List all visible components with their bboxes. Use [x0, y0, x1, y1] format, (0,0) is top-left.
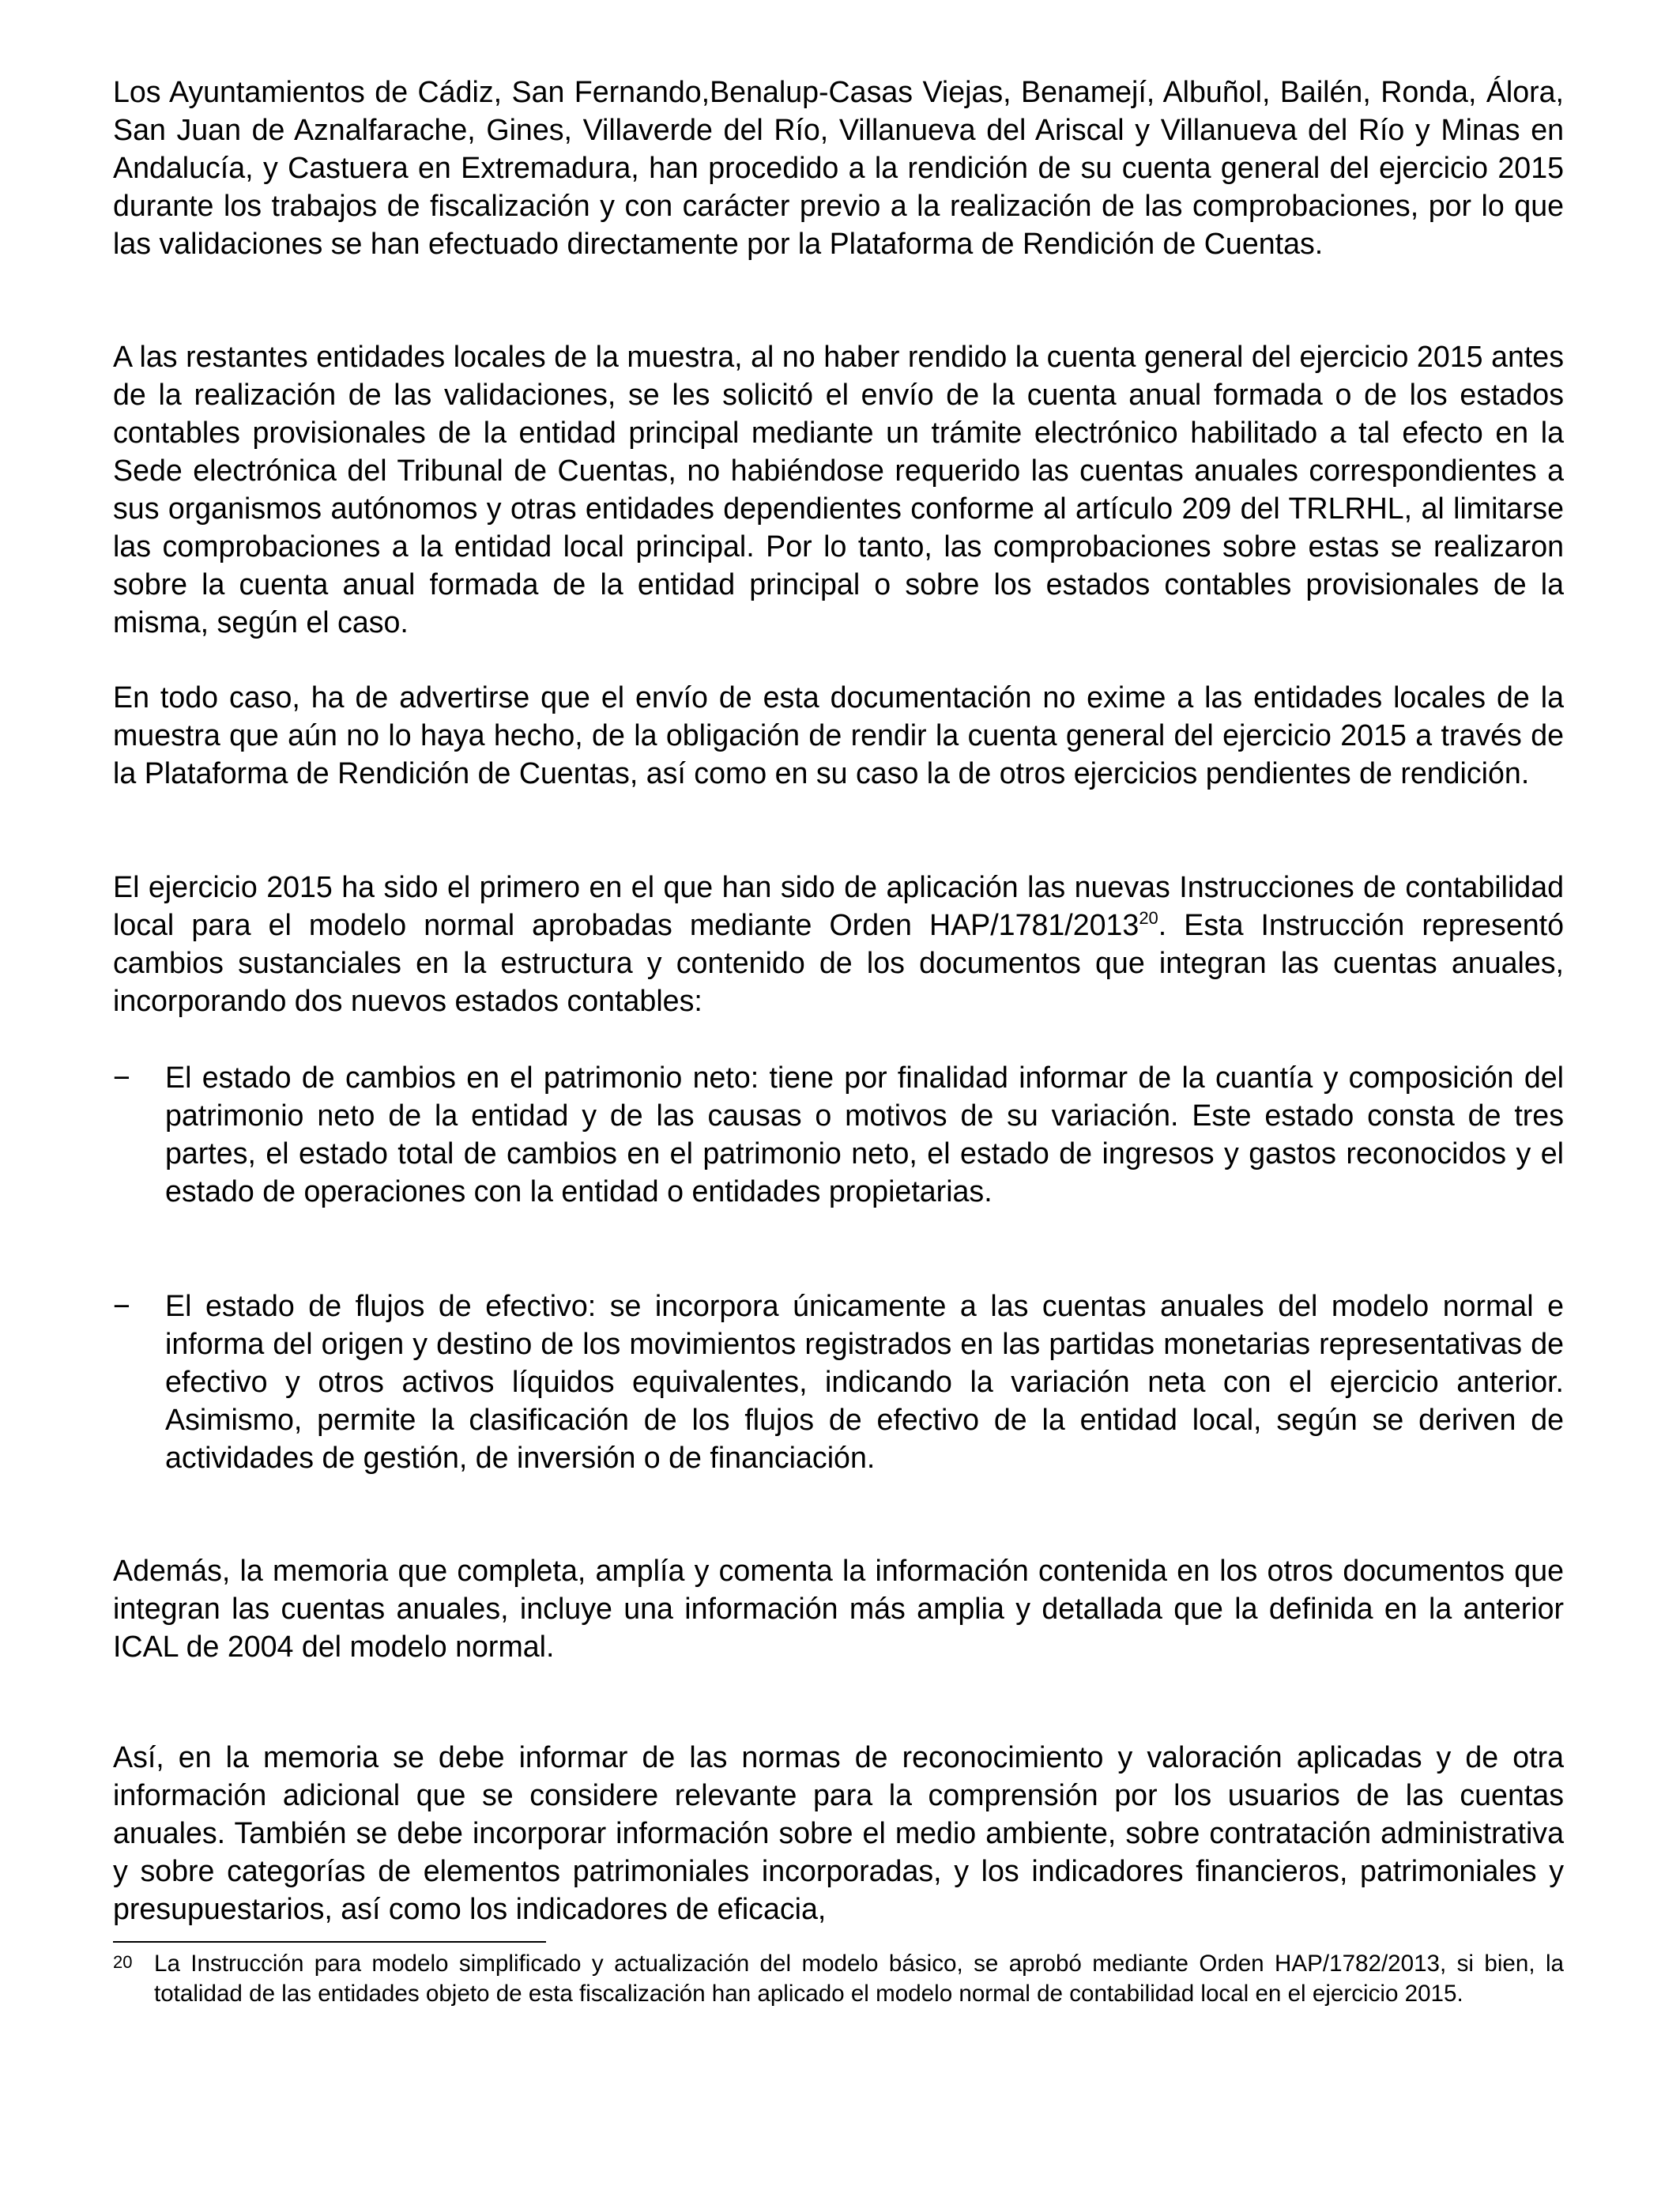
- dash-bullet-icon: −: [113, 1061, 130, 1094]
- footnote-separator: [113, 1941, 546, 1943]
- footnote-number: 20: [113, 1952, 133, 1972]
- paragraph: Así, en la memoria se debe informar de las normas de reconocimiento y valoración aplicadas y de otra información adicional que se considere relevante para la comprensión por los usuarios de las cuentas anuales. También se debe incorporar información sobre el medio ambiente, sobre contratación administrativa y sobre categorías de elementos patrimoniales incorporadas, y los indicadores financieros, patrimoniales y presupuestarios, así como los indicadores de eficacia,: [113, 1740, 1564, 1925]
- paragraph-text: . Esta Instrucción representó cambios sustanciales en la estructura y contenido de los documentos que integran las cuentas anuales, incorporando dos nuevos estados contables:: [113, 908, 1564, 1017]
- paragraph: A las restantes entidades locales de la muestra, al no haber rendido la cuenta general del ejercicio 2015 antes de la realización de las validaciones, se les solicitó el envío de la cuenta anual formada o de los estados contables provisionales de la entidad principal mediante un trámite electrónico habilitado a tal efecto en la Sede electrónica del Tribunal de Cuentas, no habiéndose requerido las cuentas anuales correspondientes a sus organismos autónomos y otras entidades dependientes conforme al artículo 209 del TRLRHL, al limitarse las comprobaciones a la entidad local principal. Por lo tanto, las comprobaciones sobre estas se realizaron sobre la cuenta anual formada de la entidad principal o sobre los estados contables provisionales de la misma, según el caso.: [113, 340, 1564, 639]
- paragraph: Además, la memoria que completa, amplía y comenta la información contenida en los otros documentos que integran las cuentas anuales, incluye una información más amplia y detallada que la definida en la anterior ICAL de 2004 del modelo normal.: [113, 1554, 1564, 1663]
- footnote-reference[interactable]: 20: [1139, 908, 1158, 928]
- list-item-text: El estado de cambios en el patrimonio neto: tiene por finalidad informar de la cuantía y composición del patrimonio neto de la entidad y de las causas o motivos de su variación. Este estado consta de tres partes, el estado total de cambios en el patrimonio neto, el estado de ingresos y gastos reconocidos y el estado de operaciones con la entidad o entidades propietarias.: [165, 1061, 1564, 1208]
- list-item-text: El estado de flujos de efectivo: se incorpora únicamente a las cuentas anuales del modelo normal e informa del origen y destino de los movimientos registrados en las partidas monetarias representativas de efectivo y otros activos líquidos equivalentes, indicando la variación neta con el ejercicio anterior. Asimismo, permite la clasificación de los flujos de efectivo de la entidad local, según se deriven de actividades de gestión, de inversión o de financiación.: [165, 1289, 1564, 1474]
- paragraph: En todo caso, ha de advertirse que el envío de esta documentación no exime a las entidades locales de la muestra que aún no lo haya hecho, de la obligación de rendir la cuenta general del ejercicio 2015 a través de la Plataforma de Rendición de Cuentas, así como en su caso la de otros ejercicios pendientes de rendición.: [113, 680, 1564, 790]
- dash-bullet-icon: −: [113, 1289, 130, 1322]
- document-page: [113, 0, 1564, 2194]
- paragraph: [113, 868, 1564, 1020]
- paragraph-text: El ejercicio 2015 ha sido el primero en el que han sido de aplicación las nuevas Instrucciones de contabilidad local para el modelo normal aprobadas mediante Orden HAP/1781/2013: [113, 870, 1564, 941]
- paragraph: Los Ayuntamientos de Cádiz, San Fernando,Benalup-Casas Viejas, Benamejí, Albuñol, Bailén, Ronda, Álora, San Juan de Aznalfarache, Gines, Villaverde del Río, Villanueva del Ariscal y Villanueva del Río y Minas en Andalucía, y Castuera en Extremadura, han procedido a la rendición de su cuenta general del ejercicio 2015 durante los trabajos de fiscalización y con carácter previo a la realización de las comprobaciones, por lo que las validaciones se han efectuado directamente por la Plataforma de Rendición de Cuentas.: [113, 75, 1564, 260]
- footnote-text: La Instrucción para modelo simplificado y actualización del modelo básico, se aprobó mediante Orden HAP/1782/2013, si bien, la totalidad de las entidades objeto de esta fiscalización han aplicado el modelo normal de contabilidad local en el ejercicio 2015.: [154, 1951, 1564, 2007]
